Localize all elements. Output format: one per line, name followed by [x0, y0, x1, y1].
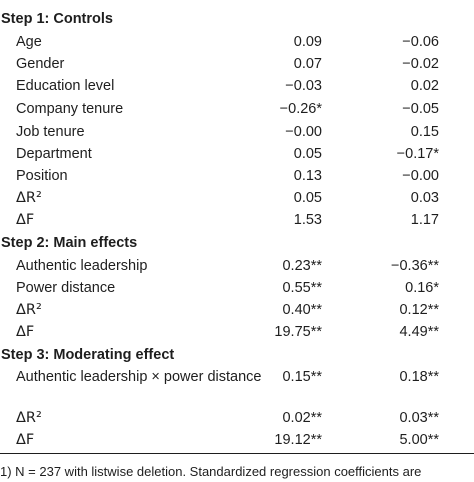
- table-bottom-rule: [0, 453, 474, 454]
- table-footnote: 1) N = 237 with listwise deletion. Standardized regression coefficients are: [0, 464, 422, 479]
- step3-header: Step 3: Moderating effect: [1, 347, 175, 363]
- value-col2: −0.36**: [391, 258, 439, 274]
- value-col2: 0.03: [410, 190, 439, 206]
- row-label: Position: [16, 168, 68, 184]
- row-label: Authentic leadership × power distance: [16, 369, 262, 385]
- value-col2: 5.00**: [399, 432, 439, 448]
- value-col1: 0.15**: [282, 369, 322, 385]
- step1-header: Step 1: Controls: [1, 11, 113, 27]
- value-col2: 1.17: [410, 212, 439, 228]
- row-label: Department: [16, 146, 92, 162]
- row-label: Job tenure: [16, 124, 85, 140]
- row-label: Authentic leadership: [16, 258, 148, 274]
- row-label: Power distance: [16, 280, 116, 296]
- value-col1: 0.05: [293, 190, 322, 206]
- table-row: [0, 429, 474, 451]
- value-col2: 0.03**: [399, 410, 439, 426]
- row-label: ΔR²: [16, 410, 42, 426]
- value-col1: 1.53: [293, 212, 322, 228]
- value-col1: −0.26*: [279, 101, 322, 117]
- table-row: [0, 143, 474, 165]
- table-row: [0, 255, 474, 277]
- table-row: [0, 31, 474, 53]
- value-col2: −0.05: [402, 101, 439, 117]
- value-col1: 0.55**: [282, 280, 322, 296]
- value-col2: −0.00: [402, 168, 439, 184]
- value-col1: 19.12**: [274, 432, 322, 448]
- table-row: [0, 321, 474, 343]
- value-col2: −0.02: [402, 56, 439, 72]
- value-col1: 0.05: [293, 146, 322, 162]
- row-label: Age: [16, 34, 42, 50]
- value-col1: 0.09: [293, 34, 322, 50]
- row-label: ΔF: [16, 324, 35, 340]
- table-row: [0, 75, 474, 97]
- table-row: [0, 53, 474, 75]
- value-col2: −0.17*: [396, 146, 439, 162]
- row-label: Education level: [16, 78, 115, 94]
- table-row: [0, 299, 474, 321]
- row-label: ΔR²: [16, 302, 42, 318]
- value-col1: 0.40**: [282, 302, 322, 318]
- row-label: ΔF: [16, 212, 35, 228]
- table-row: [0, 407, 474, 429]
- row-label: ΔF: [16, 432, 35, 448]
- value-col1: 0.13: [293, 168, 322, 184]
- table-row: [0, 121, 474, 143]
- value-col2: 0.15: [410, 124, 439, 140]
- value-col2: 0.12**: [399, 302, 439, 318]
- row-label: Gender: [16, 56, 65, 72]
- value-col1: −0.00: [285, 124, 322, 140]
- value-col2: 0.16*: [405, 280, 439, 296]
- value-col2: −0.06: [402, 34, 439, 50]
- table-row: [0, 187, 474, 209]
- table-row: [0, 98, 474, 120]
- value-col1: 0.02**: [282, 410, 322, 426]
- table-row: [0, 366, 474, 406]
- value-col2: 0.02: [410, 78, 439, 94]
- value-col1: 0.07: [293, 56, 322, 72]
- value-col1: −0.03: [285, 78, 322, 94]
- step2-header: Step 2: Main effects: [1, 235, 138, 251]
- value-col1: 19.75**: [274, 324, 322, 340]
- row-label: ΔR²: [16, 190, 42, 206]
- table-row: [0, 277, 474, 299]
- row-label: Company tenure: [16, 101, 124, 117]
- value-col1: 0.23**: [282, 258, 322, 274]
- table-row: [0, 209, 474, 231]
- value-col2: 0.18**: [399, 369, 439, 385]
- table-row: [0, 165, 474, 187]
- value-col2: 4.49**: [399, 324, 439, 340]
